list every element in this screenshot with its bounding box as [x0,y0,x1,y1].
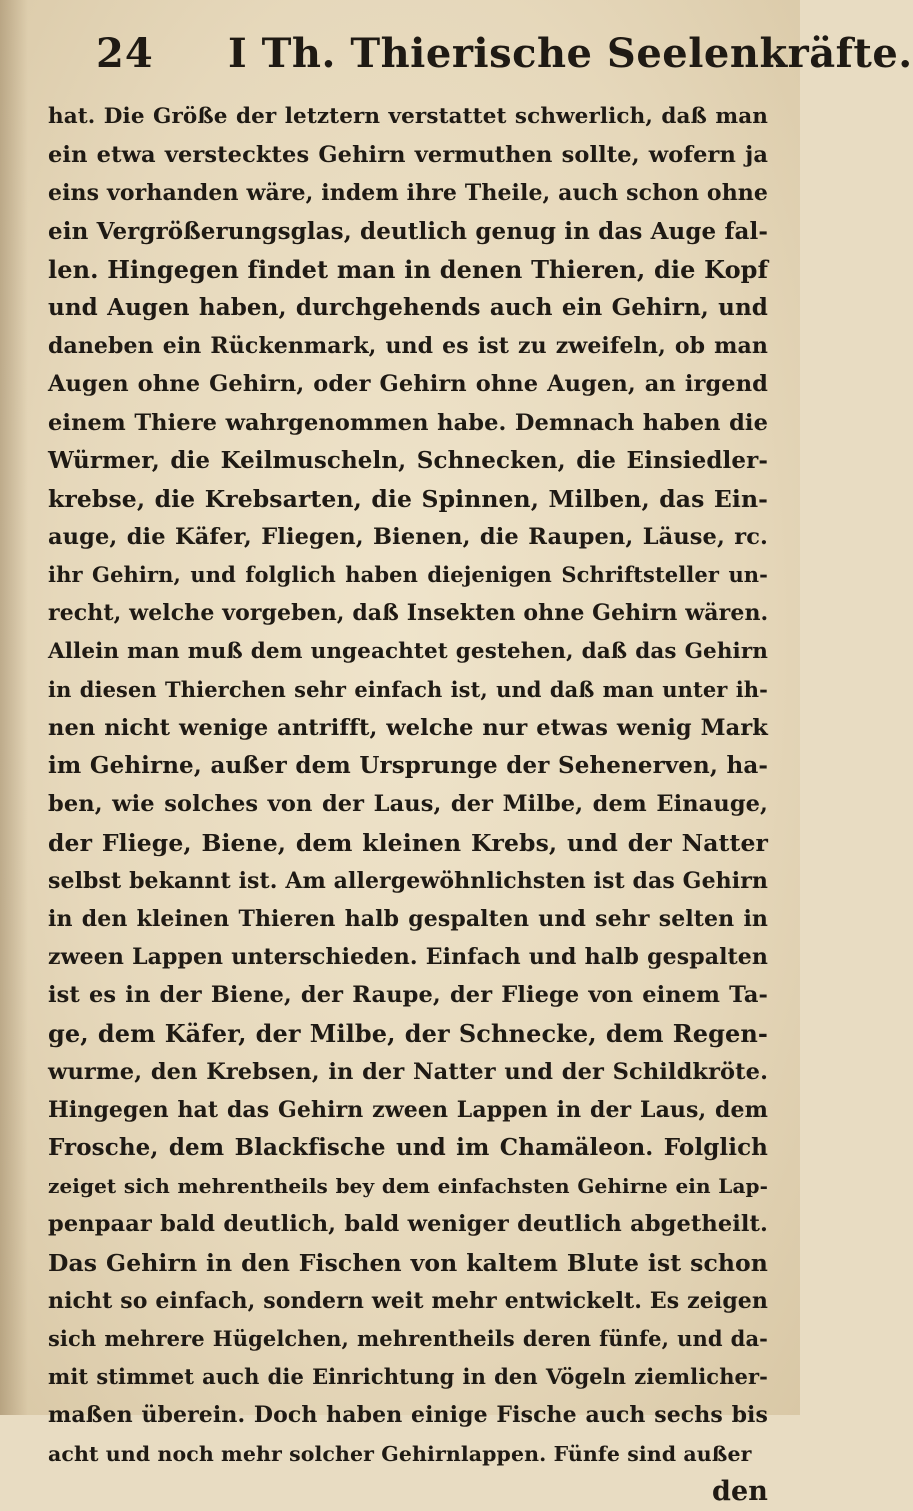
text-line: len. Hingegen findet man in denen Thieren, die Kopf [48,254,768,284]
page-number: 24 [96,30,154,77]
text-line: hat. Die Größe der letztern verstattet schwerlich, daß man [48,104,768,129]
text-line: ein etwa verstecktes Gehirn vermuthen sollte, wofern ja [48,142,768,169]
text-line: ben, wie solches von der Laus, der Milbe, dem Einauge, [48,791,768,818]
catchword: den [712,1475,768,1507]
text-line: ihr Gehirn, und folglich haben diejenigen Schriftsteller un- [48,562,768,588]
text-line: Würmer, die Keilmuscheln, Schnecken, die Einsiedler- [48,446,768,474]
running-head: I Th. Thierische Seelenkräfte. [228,30,913,77]
text-line: ist es in der Biene, der Raupe, der Fliege von einem Ta- [48,982,768,1009]
text-line: zween Lappen unterschieden. Einfach und halb gespalten [48,944,768,971]
page-header [0,22,913,82]
text-line: maßen überein. Doch haben einige Fische auch sechs bis [48,1402,768,1429]
text-line: zeiget sich mehrentheils bey dem einfachsten Gehirne ein Lap- [48,1174,768,1199]
text-line: im Gehirne, außer dem Ursprunge der Sehenerven, ha- [48,752,768,780]
text-line: mit stimmet auch die Einrichtung in den Vögeln ziemlicher- [48,1364,768,1390]
text-line: nen nicht wenige antrifft, welche nur etwas wenig Mark [48,715,768,741]
text-line: daneben ein Rückenmark, und es ist zu zweifeln, ob man [48,333,768,360]
text-line: auge, die Käfer, Fliegen, Bienen, die Raupen, Läuse, rc. [48,524,768,551]
text-line: ge, dem Käfer, der Milbe, der Schnecke, dem Regen- [48,1018,768,1048]
binding-shadow [0,0,28,1415]
text-line: acht und noch mehr solcher Gehirnlappen. Fünfe sind außer [48,1441,752,1466]
text-line: Hingegen hat das Gehirn zween Lappen in der Laus, dem [48,1096,768,1123]
text-line: selbst bekannt ist. Am allergewöhnlichsten ist das Gehirn [48,867,768,894]
text-line: Das Gehirn in den Fischen von kaltem Blute ist schon [48,1248,768,1277]
text-line: nicht so einfach, sondern weit mehr entwickelt. Es zeigen [48,1287,768,1314]
text-line: penpaar bald deutlich, bald weniger deutlich abgetheilt. [48,1211,768,1238]
text-line: der Fliege, Biene, dem kleinen Krebs, und der Natter [48,828,768,857]
text-line: sich mehrere Hügelchen, mehrentheils deren fünfe, und da- [48,1326,768,1351]
text-line: eins vorhanden wäre, indem ihre Theile, auch schon ohne [48,180,768,207]
text-line: Frosche, dem Blackfische und im Chamäleon. Folglich [48,1134,768,1162]
text-line: in diesen Thierchen sehr einfach ist, und daß man unter ih- [48,676,768,702]
text-line: Allein man muß dem ungeachtet gestehen, daß das Gehirn [48,638,768,664]
text-line: recht, welche vorgeben, daß Insekten ohne Gehirn wären. [48,600,769,627]
text-line: wurme, den Krebsen, in der Natter und der Schildkröte. [48,1058,768,1085]
text-line: in den kleinen Thieren halb gespalten und sehr selten in [48,905,768,932]
text-line: krebse, die Krebsarten, die Spinnen, Milben, das Ein- [48,484,768,513]
text-line: Augen ohne Gehirn, oder Gehirn ohne Augen, an irgend [48,371,768,398]
text-line: und Augen haben, durchgehends auch ein Gehirn, und [48,293,768,321]
body-text [48,98,768,1511]
text-line: einem Thiere wahrgenommen habe. Demnach haben die [48,409,768,436]
text-line: ein Vergrößerungsglas, deutlich genug in das Auge fal- [48,217,768,245]
